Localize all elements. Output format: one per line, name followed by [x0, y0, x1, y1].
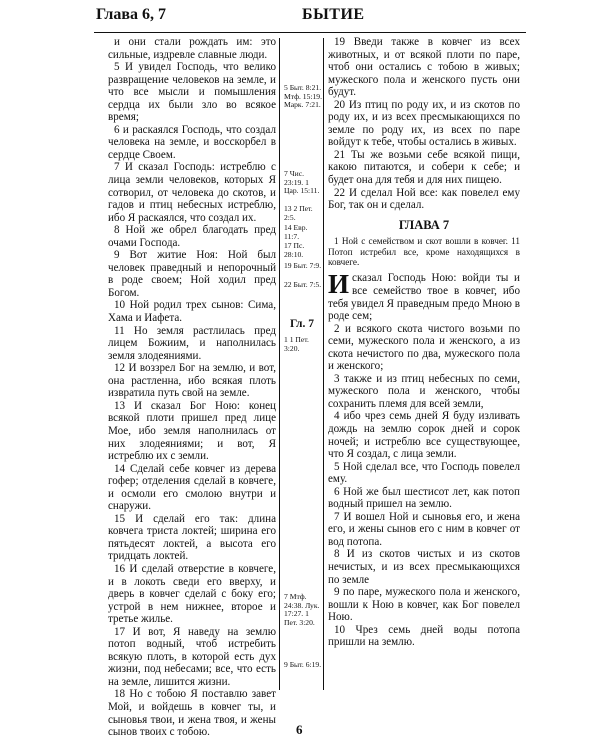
verse: 13 И сказал Бог Ною: конец всякой плоти пришел пред лице Мое, ибо земля наполнилась от них злодеяниями; и вот, Я истреблю их с земли. [108, 399, 276, 463]
verse: 6 Ной же был шестисот лет, как потоп водный пришел на землю. [328, 485, 520, 511]
verse: 9 Вот житие Ноя: Ной был человек праведный и непорочный в роде своем; Ной ходил пред Богом. [108, 249, 276, 299]
verse: 10 Ной родил трех сынов: Сима, Хама и Иафета. [108, 299, 276, 325]
verse: 16 И сделай отверстие в ковчеге, и в локоть сведи его вверху, и дверь в ковчег сделай с боку его; устрой в нем нижнее, второе и третье жилье. [108, 562, 276, 626]
drop-cap: И [328, 269, 350, 300]
verse: 8 Ной же обрел благодать пред очами Господа. [108, 224, 276, 249]
verse: 12 И воззрел Бог на землю, и вот, она растленна, ибо всякая плоть извратила путь свой на земле. [108, 362, 276, 400]
verse: 19 Введи также в ковчег из всех животных, и от всякой плоти по паре, чтоб они остались с тобою в живых; мужеского пола и женского пусть они будут. [328, 36, 520, 99]
verse-first [328, 269, 520, 323]
verse: 10 Чрез семь дней воды потопа пришли на землю. [328, 623, 520, 649]
page-number: 6 [296, 722, 303, 737]
cross-reference: 9 Быт. 6:19. [284, 660, 322, 669]
verse: 5 Ной сделал все, что Господь повелел ему. [328, 460, 520, 486]
verse: 11 Но земля растлилась пред лицем Божиим, и наполнилась земля злодеяниями. [108, 324, 276, 362]
cross-reference: 1 1 Пет. 3:20. [284, 335, 309, 353]
chapter-heading: ГЛАВА 7 [398, 217, 450, 232]
cross-reference: 22 Быт. 7:5. [284, 280, 322, 289]
chapter-summary: 1 Ной с семейством и скот вошли в ковчег. 11 Потоп истребил все, кроме находящихся в ковчеге. [328, 236, 520, 268]
verse: 6 и раскаялся Господь, что создал человека на земле, и восскорбел в сердце Своем. [108, 123, 276, 161]
cross-reference: 7 Мтф. 24:38. Лук. 17:27. 1 Пет. 3:20. [284, 592, 320, 627]
verse: 5 И увидел Господь, что велико развращение человеков на земле, и что все мысли и помышления сердца их были зло во всякое время; [108, 61, 276, 124]
verse: 14 Сделай себе ковчег из дерева гофер; отделения сделай в ковчеге, и осмоли его смолою внутри и снаружи. [108, 462, 276, 513]
verse: 2 и всякого скота чистого возьми по семи, мужеского пола и женского, а из скота нечистого по два, мужеского пола и женского; [328, 322, 520, 373]
verse: 3 также и из птиц небесных по семи, мужеского пола и женского, чтобы сохранить племя для всей земли, [328, 372, 520, 410]
cross-reference: 19 Быт. 7:9. [284, 261, 322, 270]
verse: 7 И вошел Ной и сыновья его, и жена его, и жены сынов его с ним в ковчег от вод потопа. [328, 510, 520, 548]
cross-reference: 17 Пс. 28:10. [284, 241, 305, 259]
chapter-label: Гл. 7 [290, 318, 314, 330]
cross-reference: 5 Быт. 8:21. Мтф. 15:19. Марк. 7:21. [284, 83, 322, 110]
left-text-column [108, 36, 276, 739]
verse: 21 Ты же возьми себе всякой пищи, какою питаются, и собери к себе; и будет она для тебя и для них пищею. [328, 148, 520, 187]
verse: 4 ибо чрез семь дней Я буду изливать дождь на землю сорок дней и сорок ночей; и истреблю все существующее, что Я создал, с лица земли. [328, 410, 520, 461]
verse: 15 И сделай его так: длина ковчега триста локтей; ширина его пятьдесят локтей, а высота его тридцать локтей. [108, 512, 276, 563]
cross-reference: 13 2 Пет. 2:5. [284, 204, 313, 222]
verse: 17 И вот, Я наведу на землю потоп водный, чтоб истребить всякую плоть, в которой есть дух жизни, под небесами; все, что есть на земле, лишится жизни. [108, 625, 276, 688]
verse: 9 по паре, мужеского пола и женского, вошли к Ною в ковчег, как Бог повелел Ною. [328, 586, 520, 624]
cross-reference: 14 Евр. 11:7. [284, 223, 308, 241]
verse: 22 И сделал Ной все: как повелел ему Бог, так он и сделал. [328, 186, 520, 212]
running-header-chapter: Глава 6, 7 [96, 6, 166, 23]
column-divider-right [323, 38, 324, 690]
verse: 20 Из птиц по роду их, и из скотов по роду их, и из всех пресмыкающихся по земле по роду их, из всех по паре войдут к тебе, чтобы остались в живых. [328, 98, 520, 149]
verse: и они стали рождать им: это сильные, издревле славные люди. [108, 36, 276, 61]
verse: 18 Но с тобою Я поставлю завет Мой, и войдешь в ковчег ты, и сыновья твои, и жена твоя, и жены сынов твоих с тобою. [108, 688, 276, 739]
column-divider-left [279, 38, 280, 690]
verse-text: сказал Господь Ною: войди ты и все семейство твое в ковчег, ибо тебя увидел Я праведным предо Мною в роде сем; [328, 272, 520, 323]
verse: 8 И из скотов чистых и из скотов нечистых, и из всех пресмыкающихся по земле [328, 548, 520, 586]
verse: 7 И сказал Господь: истреблю с лица земли человеков, которых Я сотворил, от человека до скотов, и гадов и птиц небесных истреблю, ибо Я раскаялся, что создал их. [108, 161, 276, 224]
cross-reference: 7 Чис. 23:19. 1 Цар. 15:11. [284, 169, 320, 196]
header-rule [94, 32, 526, 33]
right-text-column [328, 36, 520, 649]
running-header-book-title: БЫТИЕ [302, 6, 365, 23]
